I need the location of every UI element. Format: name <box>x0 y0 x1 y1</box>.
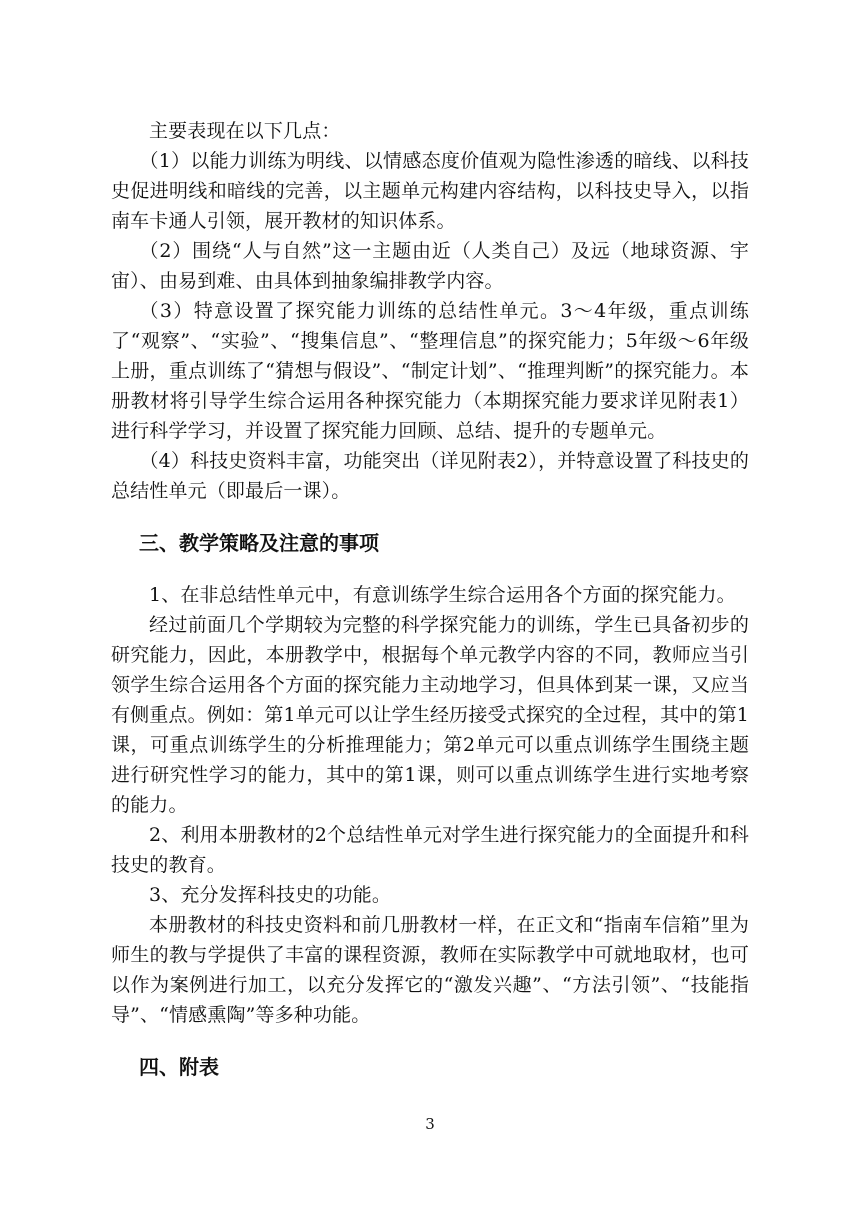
strategy-2-paragraph: 2、利用本册教材的2个总结性单元对学生进行探究能力的全面提升和科技史的教育。 <box>111 824 749 876</box>
point-2-paragraph: （2）围绕“人与自然”这一主题由近（人类自己）及远（地球资源、宇宙）、由易到难、由具体到抽象编排教学内容。 <box>111 240 749 292</box>
spacer <box>111 506 749 528</box>
strategy-3-detail-paragraph: 本册教材的科技史资料和前几册教材一样，在正文和“指南车信箱”里为师生的教与学提供了丰富的课程资源，教师在实际教学中可就地取材，也可以作为案例进行加工，以充分发挥它的“激发兴趣”、“方法引领”、“技能指导”、“情感熏陶”等多种功能。 <box>111 914 749 1026</box>
section-3-heading: 三、教学策略及注意的事项 <box>139 531 379 555</box>
point-3-paragraph: （3）特意设置了探究能力训练的总结性单元。3～4年级，重点训练了“观察”、“实验”、“搜集信息”、“整理信息”的探究能力；5年级～6年级上册，重点训练了“猜想与假设”、“制定计划”、“推理判断”的探究能力。本册教材将引导学生综合运用各种探究能力（本期探究能力要求详见附表1）进行科学学习，并设置了探究能力回顾、总结、提升的专题单元。 <box>111 300 749 442</box>
strategy-1-paragraph: 1、在非总结性单元中，有意训练学生综合运用各个方面的探究能力。 <box>149 584 736 606</box>
section-4-heading: 四、附表 <box>139 1055 219 1079</box>
page-number: 3 <box>425 1115 435 1133</box>
page-content <box>111 116 749 1082</box>
strategy-3-paragraph: 3、充分发挥科技史的功能。 <box>149 884 392 906</box>
point-4-paragraph: （4）科技史资料丰富，功能突出（详见附表2），并特意设置了科技史的总结性单元（即最后一课）。 <box>111 450 749 502</box>
spacer <box>111 1030 749 1052</box>
point-1-paragraph: （1）以能力训练为明线、以情感态度价值观为隐性渗透的暗线、以科技史促进明线和暗线的完善，以主题单元构建内容结构，以科技史导入，以指南车卡通人引领，展开教材的知识体系。 <box>111 150 749 232</box>
spacer <box>111 558 749 580</box>
intro-paragraph: 主要表现在以下几点： <box>149 120 341 142</box>
strategy-1-detail-paragraph: 经过前面几个学期较为完整的科学探究能力的训练，学生已具备初步的研究能力，因此，本册教学中，根据每个单元教学内容的不同，教师应当引领学生综合运用各个方面的探究能力主动地学习，但具体到某一课，又应当有侧重点。例如：第1单元可以让学生经历接受式探究的全过程，其中的第1课，可重点训练学生的分析推理能力；第2单元可以重点训练学生围绕主题进行研究性学习的能力，其中的第1课，则可以重点训练学生进行实地考察的能力。 <box>111 614 749 816</box>
